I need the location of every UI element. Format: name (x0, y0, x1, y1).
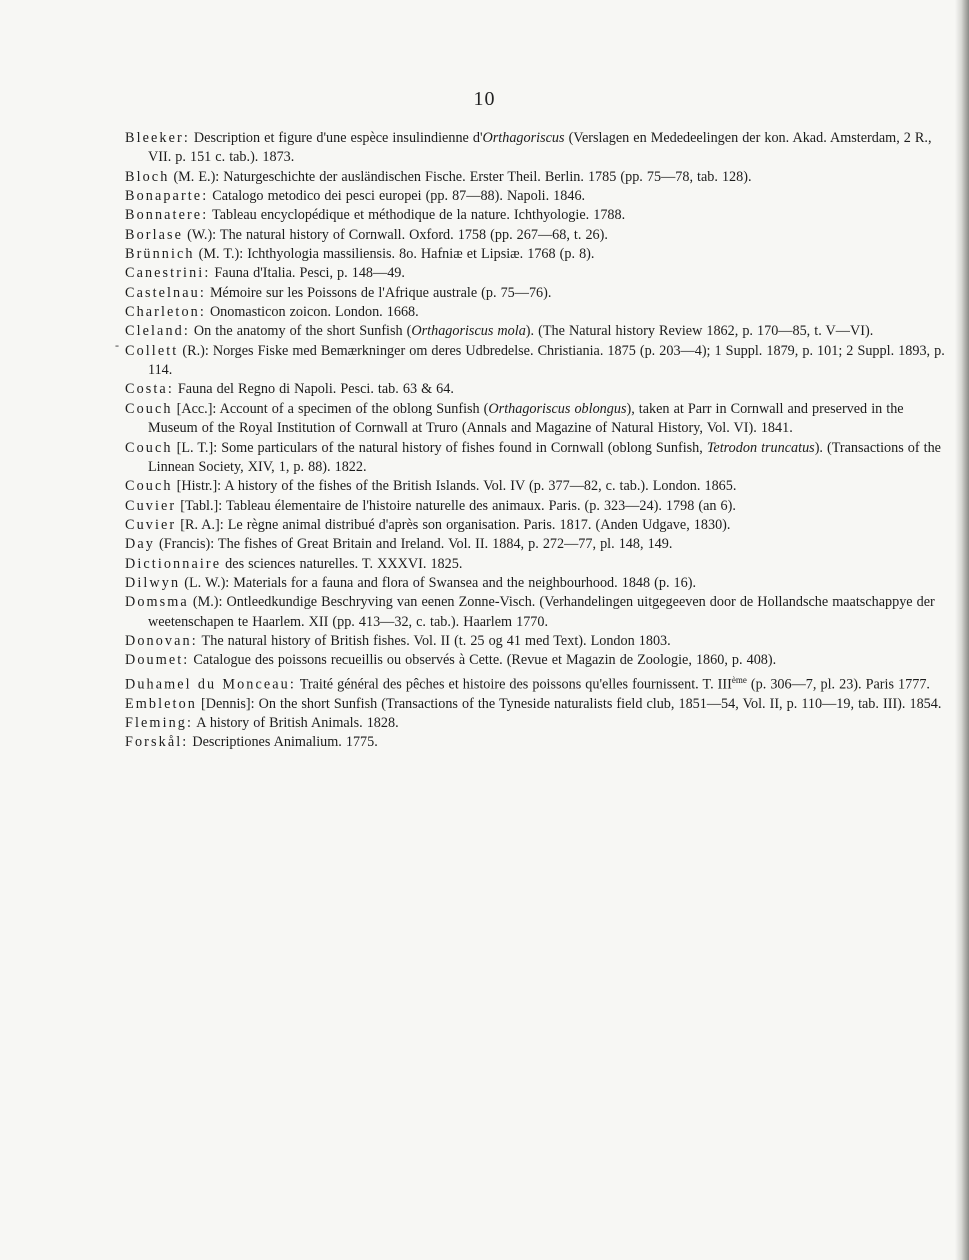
bibliography-entry (125, 574, 945, 593)
margin-dash-mark: - (115, 338, 119, 352)
entry-text: [R. A.]: Le règne animal distribué d'après son organisation. Paris. 1817. (Anden Udgave, 1830). (176, 516, 731, 533)
entry-author: Borlase (125, 226, 184, 243)
entry-author: Forskål: (125, 734, 189, 751)
entry-author: Couch (125, 439, 173, 456)
entry-text: Fauna d'Italia. Pesci, p. 148—49. (210, 265, 405, 282)
entry-text-cont: ). (The Natural history Review 1862, p. 170—85, t. V—VI). (525, 323, 874, 340)
entry-author: Bonaparte: (125, 188, 209, 205)
entry-text: des sciences naturelles. T. XXXVI. 1825. (221, 555, 463, 572)
entry-author: Duhamel du Monceau: (125, 676, 296, 693)
entry-text: (L. W.): Materials for a fauna and flora of Swansea and the neighbourhood. 1848 (p. 16). (180, 574, 697, 591)
bibliography-entry (125, 245, 945, 264)
bibliography-entry (125, 477, 945, 496)
entry-text: (R.): Norges Fiske med Bemærkninger om deres Udbredelse. Christiania. 1875 (p. 203—4); 1 Suppl. 1879, p. 101; 2 Suppl. 1893, p. 114. (148, 342, 945, 379)
entry-text: Traité général des pêches et histoire des poissons qu'elles fournissent. T. III (295, 676, 732, 693)
bibliography-entry (125, 187, 945, 206)
bibliography-entry (125, 695, 945, 714)
entry-author: Brünnich (125, 246, 195, 263)
entry-text: Catalogue des poissons recueillis ou observés à Cette. (Revue et Magazin de Zoologie, 1860, p. 408). (189, 652, 777, 669)
entry-text: [Acc.]: Account of a specimen of the oblong Sunfish ( (172, 400, 489, 417)
entry-author: Charleton: (125, 304, 206, 321)
bibliography-list (125, 129, 945, 753)
bibliography-entry (125, 733, 945, 752)
bibliography-entry (125, 516, 945, 535)
entry-author: Collett (125, 342, 179, 359)
entry-author: Donovan: (125, 632, 198, 649)
entry-italic-title: Orthagoriscus (482, 130, 565, 146)
bibliography-entry (125, 632, 945, 651)
page-edge-shadow (955, 0, 969, 1260)
entry-author: Bloch (125, 168, 170, 185)
bibliography-entry (125, 168, 945, 187)
page-number: 10 (473, 88, 496, 110)
entry-text: [Tabl.]: Tableau élementaire de l'histoire naturelle des animaux. Paris. (p. 323—24). 1798 (an 6). (176, 497, 736, 514)
bibliography-entry (125, 226, 945, 245)
entry-author: Domsma (125, 594, 189, 611)
entry-author: Cleland: (125, 323, 190, 340)
entry-text-cont: (p. 306—7, pl. 23). Paris 1777. (746, 676, 930, 693)
entry-text: A history of British Animals. 1828. (193, 715, 399, 732)
entry-author: Bonnatere: (125, 207, 209, 224)
entry-superscript: ème (731, 674, 747, 685)
bibliography-entry (125, 439, 945, 478)
entry-text: Description et figure d'une espèce insulindienne d' (189, 130, 483, 146)
entry-text: (Francis): The fishes of Great Britain and Ireland. Vol. II. 1884, p. 272—77, pl. 148, 149. (154, 536, 673, 553)
entry-text: Catalogo metodico dei pesci europei (pp. 87—88). Napoli. 1846. (208, 188, 586, 205)
entry-text: [Dennis]: On the short Sunfish (Transactions of the Tyneside naturalists field club, 1851—54, Vol. II, p. 110—19, tab. III). 1854. (196, 695, 942, 712)
entry-text: The natural history of British fishes. Vol. II (t. 25 og 41 med Text). London 1803. (197, 632, 671, 649)
entry-author: Fleming: (125, 715, 194, 732)
entry-author: Dilwyn (125, 574, 181, 591)
entry-text: (W.): The natural history of Cornwall. Oxford. 1758 (pp. 267—68, t. 26). (183, 226, 608, 243)
bibliography-entry (125, 206, 945, 225)
entry-text: [Histr.]: A history of the fishes of the British Islands. Vol. IV (p. 377—82, c. tab.). London. 1865. (172, 478, 737, 495)
entry-italic-title: Orthagoriscus mola (411, 323, 526, 340)
entry-author: Castelnau: (125, 284, 206, 301)
bibliography-entry (125, 535, 945, 554)
entry-author: Doumet: (125, 652, 190, 669)
entry-author: Couch (125, 400, 173, 417)
entry-text-cont: ). (Transactions of the Linnean Society, XIV, 1, p. 88). 1822. (148, 439, 941, 475)
entry-author: Day (125, 536, 155, 553)
entry-text: Fauna del Regno di Napoli. Pesci. tab. 63 & 64. (173, 381, 454, 398)
entry-text: Tableau encyclopédique et méthodique de la nature. Ichthyologie. 1788. (208, 207, 626, 224)
entry-text: (M.): Ontleedkundige Beschryving van eenen Zonne-Visch. (Verhandelingen uitgegeeven door de Hollandsche maatschappye der weetenschapen te Haarlem. XII (pp. 413—32, c. tab.). Haarlem 1770. (148, 594, 935, 630)
bibliography-entry (125, 400, 945, 439)
bibliography-entry (125, 593, 945, 632)
entry-text-cont: (Verslagen en Mededeelingen der kon. Akad. Amsterdam, 2 R., VII. p. 151 c. tab.). 1873. (148, 130, 932, 166)
entry-author: Dictionnaire (125, 555, 222, 572)
bibliography-entry (125, 303, 945, 322)
entry-text-cont: ), taken at Parr in Cornwall and preserved in the Museum of the Royal Institution of Cornwall at Truro (Annals and Magazine of Natural History, Vol. VI). 1841. (148, 400, 904, 437)
bibliography-entry (125, 497, 945, 516)
entry-text: (M. E.): Naturgeschichte der ausländischen Fische. Erster Theil. Berlin. 1785 (pp. 75—78, tab. 128). (169, 168, 752, 185)
entry-author: Costa: (125, 381, 174, 398)
entry-italic-title: Orthagoriscus oblongus (488, 400, 627, 417)
entry-author: Cuvier (125, 516, 177, 533)
bibliography-entry (125, 671, 945, 695)
entry-text: Descriptiones Animalium. 1775. (188, 734, 378, 751)
entry-text: (M. T.): Ichthyologia massiliensis. 8o. Hafniæ et Lipsiæ. 1768 (p. 8). (194, 246, 595, 263)
entry-author: Couch (125, 478, 173, 495)
entry-author: Embleton (125, 695, 197, 712)
bibliography-entry (125, 264, 945, 283)
entry-author: Cuvier (125, 497, 177, 514)
entry-text: Onomasticon zoicon. London. 1668. (205, 304, 419, 321)
bibliography-entry (125, 342, 945, 381)
entry-text: [L. T.]: Some particulars of the natural history of fishes found in Cornwall (oblong Sunfish, (172, 439, 707, 456)
bibliography-entry (125, 284, 945, 303)
entry-author: Canestrini: (125, 265, 211, 282)
entry-text: On the anatomy of the short Sunfish ( (189, 323, 412, 340)
bibliography-entry (125, 714, 945, 733)
entry-author: Bleeker: (125, 130, 190, 146)
entry-italic-title: Tetrodon truncatus (706, 439, 815, 456)
bibliography-entry (125, 651, 945, 670)
bibliography-entry (125, 322, 945, 341)
bibliography-entry (125, 129, 945, 168)
bibliography-entry (125, 380, 945, 399)
bibliography-entry (125, 555, 945, 574)
entry-text: Mémoire sur les Poissons de l'Afrique australe (p. 75—76). (205, 284, 552, 301)
